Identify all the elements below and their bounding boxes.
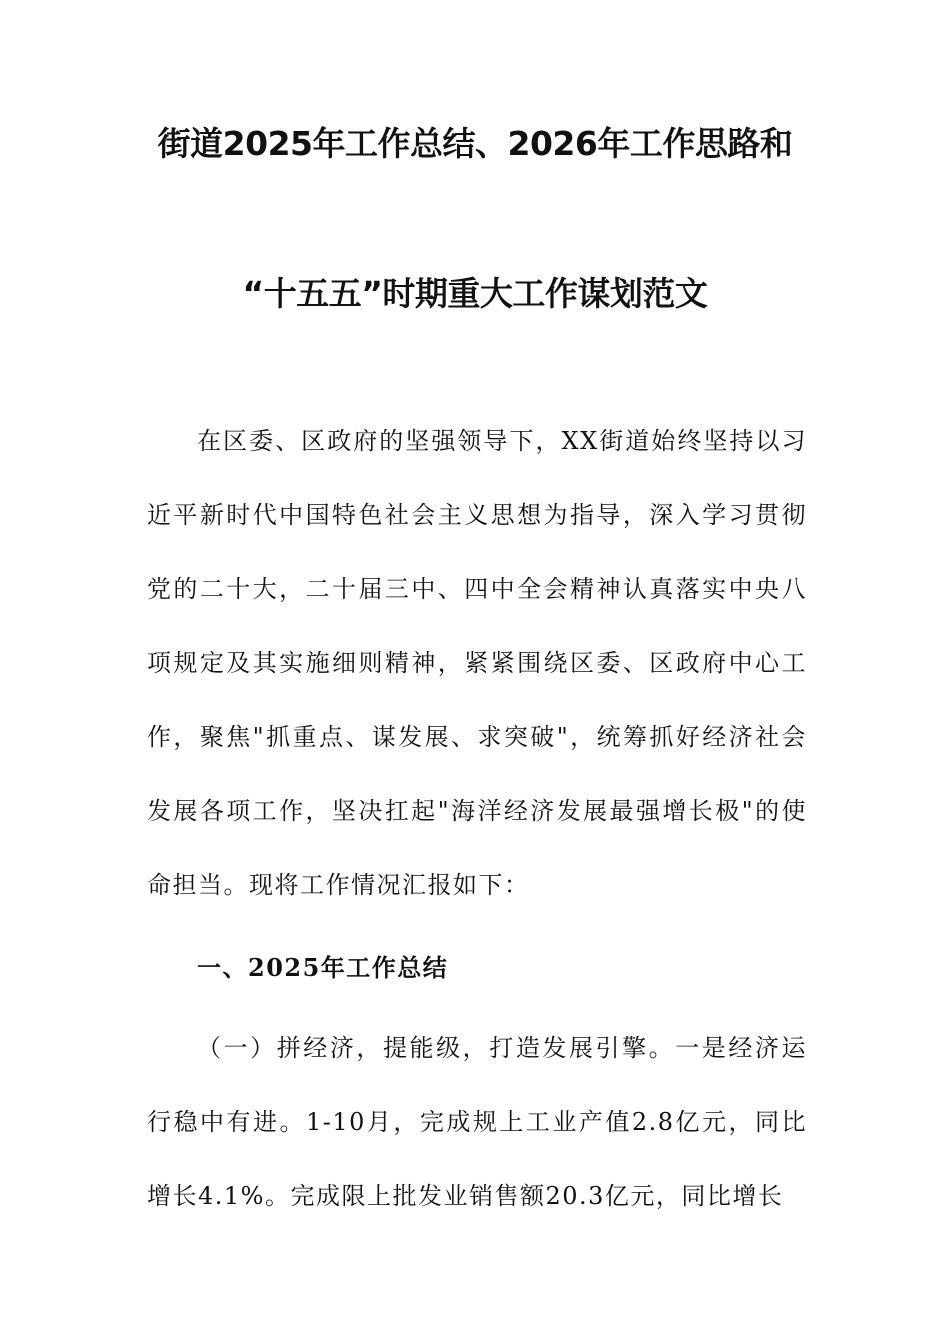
- intro-paragraph: 在区委、区政府的坚强领导下，XX街道始终坚持以习近平新时代中国特色社会主义思想为指导，深入学习贯彻党的二十大，二十届三中、四中全会精神认真落实中央八项规定及其实施细则精神，紧紧围绕区委、区政府中心工作，聚焦"抓重点、谋发展、求突破"，统筹抓好经济社会发展各项工作，坚决扛起"海洋经济发展最强增长极"的使命担当。现将工作情况汇报如下：: [147, 427, 807, 899]
- document-title-line-2: “十五五”时期重大工作谋划范文: [242, 274, 708, 313]
- document-title-line-1: 街道2025年工作总结、2026年工作思路和: [157, 124, 793, 163]
- section-heading-2025-summary: 一、2025年工作总结: [197, 953, 449, 982]
- economy-paragraph: （一）拼经济，提能级，打造发展引擎。一是经济运行稳中有进。1-10月，完成规上工业产值2.8亿元，同比增长4.1%。完成限上批发业销售额20.3亿元，同比增长: [147, 1034, 807, 1210]
